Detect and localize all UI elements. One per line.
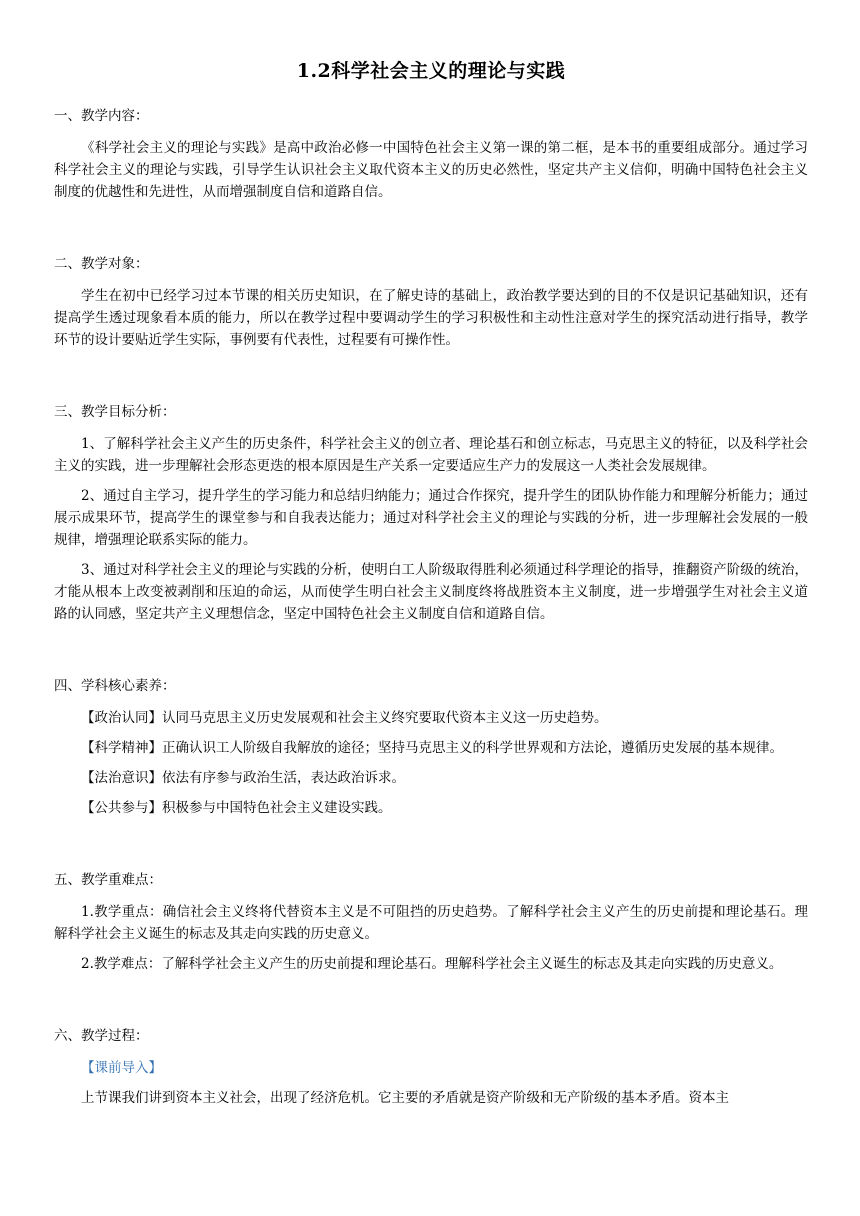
spacer xyxy=(54,359,808,401)
paragraph: 2、通过自主学习，提升学生的学习能力和总结归纳能力；通过合作探究，提升学生的团队协作能力和理解分析能力；通过展示成果环节，提高学生的课堂参与和自我表达能力；通过对科学社会主义的理论与实践的分析，进一步理解社会发展的一般规律，增强理论联系实际的能力。 xyxy=(54,488,808,548)
section-heading-core-literacy: 四、学科核心素养： xyxy=(54,678,176,694)
paragraph: 3、通过对科学社会主义的理论与实践的分析，使明白工人阶级取得胜利必须通过科学理论的指导，推翻资产阶级的统治，才能从根本上改变被剥削和压迫的命运，从而使学生明白社会主义制度终将战胜资本主义制度，进一步增强学生对社会主义道路的认同感，坚定共产主义理想信念，坚定中国特色社会主义制度自信和道路自信。 xyxy=(54,562,808,622)
section-heading-teaching-content: 一、教学内容： xyxy=(54,108,149,124)
page-title: 1.2科学社会主义的理论与实践 xyxy=(296,60,566,82)
paragraph: 2.教学难点：了解科学社会主义产生的历史前提和理论基石。理解科学社会主义诞生的标志及其走向实践的历史意义。 xyxy=(81,956,783,972)
section-heading-key-difficulties: 五、教学重难点： xyxy=(54,872,162,888)
subheading-pre-class-intro: 【课前导入】 xyxy=(81,1060,162,1076)
paragraph: 《科学社会主义的理论与实践》是高中政治必修一中国特色社会主义第一课的第二框，是本书的重要组成部分。通过学习科学社会主义的理论与实践，引导学生认识社会主义取代资本主义的历史必然性，坚定共产主义信仰，明确中国特色社会主义制度的优越性和先进性，从而增强制度自信和道路自信。 xyxy=(54,140,808,200)
paragraph: 上节课我们讲到资本主义社会，出现了经济危机。它主要的矛盾就是资产阶级和无产阶级的基本矛盾。资本主 xyxy=(81,1090,729,1106)
paragraph: 1.教学重点：确信社会主义终将代替资本主义是不可阻挡的历史趋势。了解科学社会主义产生的历史前提和理论基石。理解科学社会主义诞生的标志及其走向实践的历史意义。 xyxy=(54,904,808,942)
paragraph: 【政治认同】认同马克思主义历史发展观和社会主义终究要取代资本主义这一历史趋势。 xyxy=(81,710,608,726)
paragraph: 【法治意识】依法有序参与政治生活，表达政治诉求。 xyxy=(81,770,405,786)
section-heading-teaching-object: 二、教学对象： xyxy=(54,256,149,272)
spacer xyxy=(54,633,808,675)
paragraph: 【科学精神】正确认识工人阶级自我解放的途径；坚持马克思主义的科学世界观和方法论，遵循历史发展的基本规律。 xyxy=(81,740,783,756)
paragraph: 【公共参与】积极参与中国特色社会主义建设实践。 xyxy=(81,800,392,816)
section-heading-teaching-goals: 三、教学目标分析： xyxy=(54,404,176,420)
spacer xyxy=(54,983,808,1025)
paragraph: 1、了解科学社会主义产生的历史条件，科学社会主义的创立者、理论基石和创立标志，马克思主义的特征，以及科学社会主义的实践，进一步理解社会形态更迭的根本原因是生产关系一定要适应生产力的发展这一人类社会发展规律。 xyxy=(54,436,808,474)
spacer xyxy=(54,211,808,253)
paragraph: 学生在初中已经学习过本节课的相关历史知识，在了解史诗的基础上，政治教学要达到的目的不仅是识记基础知识，还有提高学生透过现象看本质的能力，所以在教学过程中要调动学生的学习积极性和主动性注意对学生的探究活动进行指导，教学环节的设计要贴近学生实际，事例要有代表性，过程要有可操作性。 xyxy=(54,288,808,348)
section-heading-teaching-process: 六、教学过程： xyxy=(54,1028,149,1044)
spacer xyxy=(54,827,808,869)
